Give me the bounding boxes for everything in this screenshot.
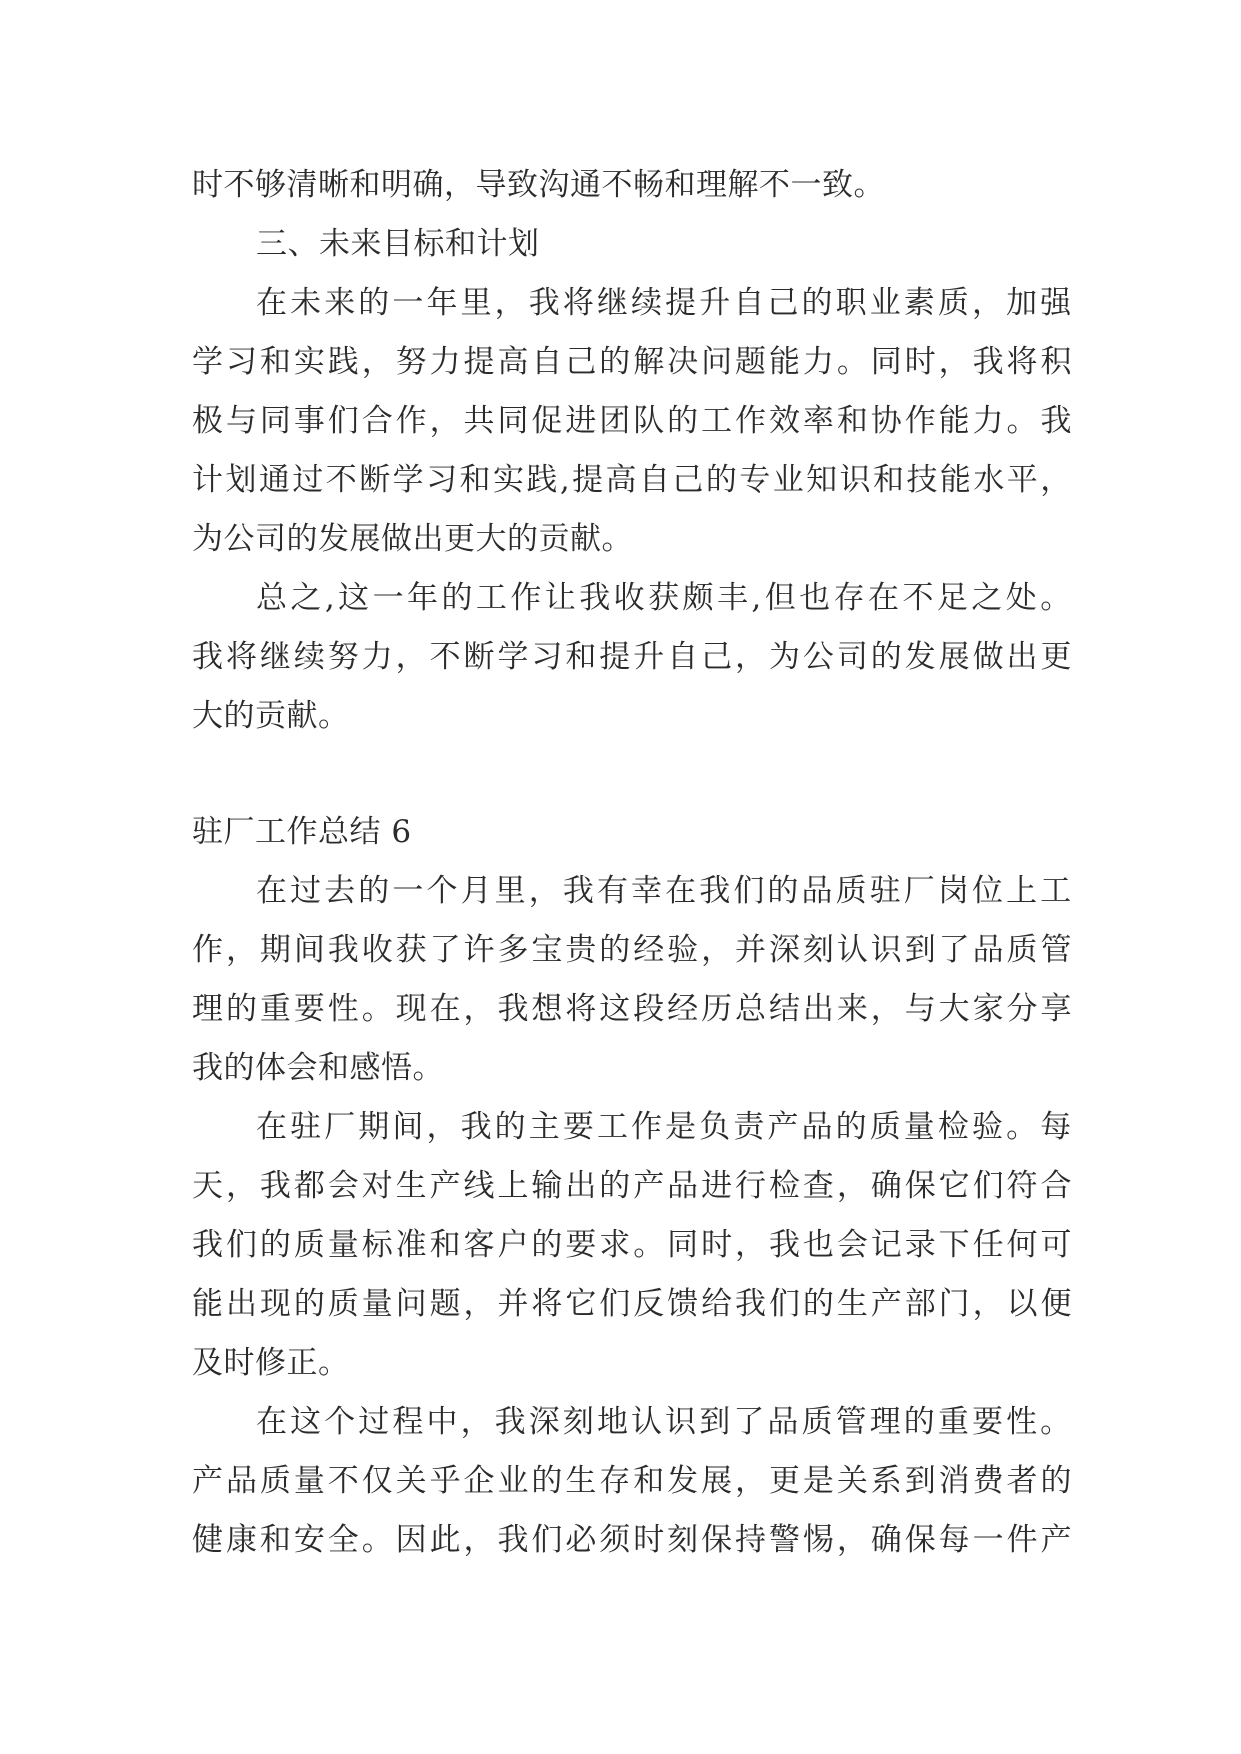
text-line: 在 未 来 的 一 年 里 ， 我 将 继 续 提 升 自 己 的 职 业 素 质 ， 加 强 <box>256 285 1072 321</box>
text-line: 极 与 同 事 们 合 作 ， 共 同 促 进 团 队 的 工 作 效 率 和 协 作 能 力 。 我 <box>192 403 1072 439</box>
text-line: 大的贡献。 <box>192 698 350 734</box>
text-line: 健 康 和 安 全 。 因 此 ， 我 们 必 须 时 刻 保 持 警 惕 ， 确 保 每 一 件 产 <box>192 1522 1072 1558</box>
text-line: 在 这 个 过 程 中 ， 我 深 刻 地 认 识 到 了 品 质 管 理 的 重 要 性 。 <box>256 1404 1072 1440</box>
text-line: 三、未来目标和计划 <box>256 226 540 262</box>
text-line: 我 们 的 质 量 标 准 和 客 户 的 要 求 。 同 时 ， 我 也 会 记 录 下 任 何 可 <box>192 1227 1072 1263</box>
text-line: 在 过 去 的 一 个 月 里 ， 我 有 幸 在 我 们 的 品 质 驻 厂 岗 位 上 工 <box>256 873 1072 909</box>
text-line: 能 出 现 的 质 量 问 题 ， 并 将 它 们 反 馈 给 我 们 的 生 产 部 门 ， 以 便 <box>192 1286 1072 1322</box>
text-line: 产 品 质 量 不 仅 关 乎 企 业 的 生 存 和 发 展 ， 更 是 关 系 到 消 费 者 的 <box>192 1463 1072 1499</box>
text-line: 总 之 , 这 一 年 的 工 作 让 我 收 获 颇 丰 , 但 也 存 在 不 足 之 处 。 <box>256 580 1072 616</box>
text-line: 作 ， 期 间 我 收 获 了 许 多 宝 贵 的 经 验 ， 并 深 刻 认 识 到 了 品 质 管 <box>192 932 1072 968</box>
text-line: 我的体会和感悟。 <box>192 1050 444 1086</box>
text-line: 学 习 和 实 践 ， 努 力 提 高 自 己 的 解 决 问 题 能 力 。 同 时 ， 我 将 积 <box>192 344 1072 380</box>
text-line: 为公司的发展做出更大的贡献。 <box>192 521 633 557</box>
text-line: 在 驻 厂 期 间 ， 我 的 主 要 工 作 是 负 责 产 品 的 质 量 检 验 。 每 <box>256 1109 1072 1145</box>
text-line: 天 ， 我 都 会 对 生 产 线 上 输 出 的 产 品 进 行 检 查 ， 确 保 它 们 符 合 <box>192 1168 1072 1204</box>
text-line: 时不够清晰和明确，导致沟通不畅和理解不一致。 <box>192 167 885 203</box>
text-line: 我 将 继 续 努 力 ， 不 断 学 习 和 提 升 自 己 ， 为 公 司 的 发 展 做 出 更 <box>192 639 1072 675</box>
text-line: 计 划 通 过 不 断 学 习 和 实 践 , 提 高 自 己 的 专 业 知 识 和 技 能 水 平 ， <box>192 462 1072 498</box>
text-line: 理 的 重 要 性 。 现 在 ， 我 想 将 这 段 经 历 总 结 出 来 ， 与 大 家 分 享 <box>192 991 1072 1027</box>
text-line: 驻厂工作总结 6 <box>192 814 412 850</box>
text-line: 及时修正。 <box>192 1345 350 1381</box>
